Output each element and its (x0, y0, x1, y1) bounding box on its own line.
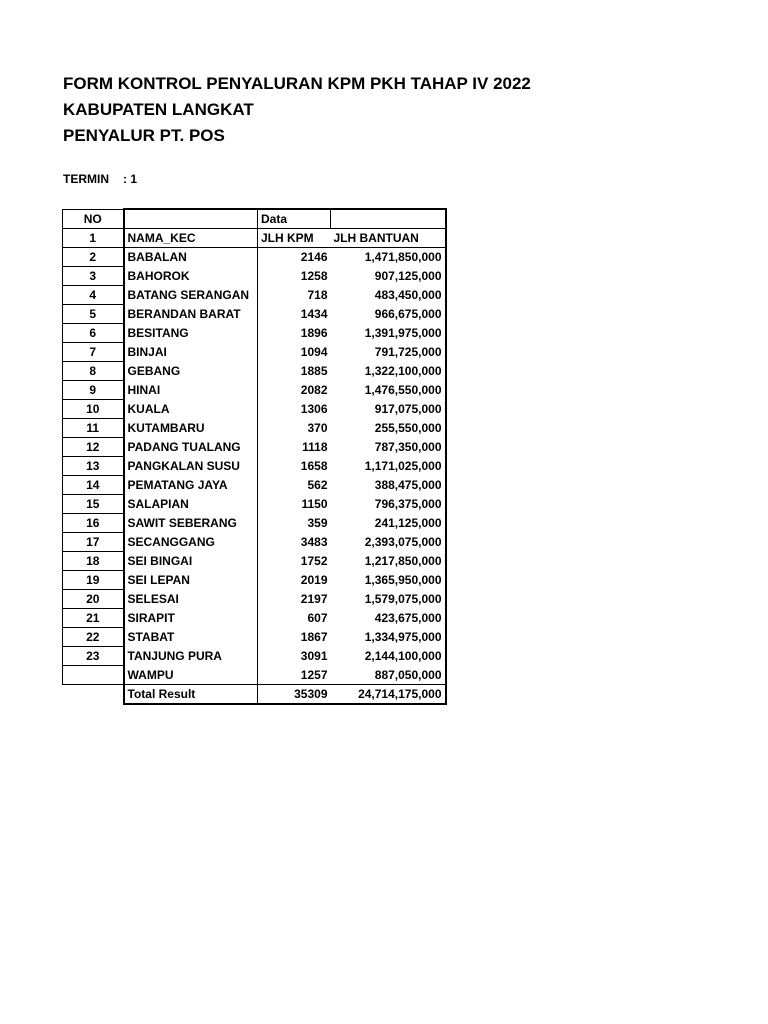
jlh-kpm-value: 607 (258, 609, 331, 628)
table-row (63, 286, 446, 305)
jlh-kpm-value: 1896 (258, 324, 331, 343)
jlh-kpm-value: 1150 (258, 495, 331, 514)
jlh-bantuan-value: 1,476,550,000 (331, 381, 446, 400)
jlh-bantuan-value: 255,550,000 (331, 419, 446, 438)
row-number: 4 (63, 286, 124, 305)
row-number: 16 (63, 514, 124, 533)
kecamatan-name: SALAPIAN (124, 495, 258, 514)
jlh-kpm-value: 1434 (258, 305, 331, 324)
jlh-bantuan-value: 791,725,000 (331, 343, 446, 362)
table-row (63, 343, 446, 362)
row-number: 23 (63, 647, 124, 666)
kecamatan-name: BAHOROK (124, 267, 258, 286)
kecamatan-name: GEBANG (124, 362, 258, 381)
kecamatan-name: PANGKALAN SUSU (124, 457, 258, 476)
table-row (63, 362, 446, 381)
jlh-bantuan-value: 796,375,000 (331, 495, 446, 514)
jlh-bantuan-value: 1,217,850,000 (331, 552, 446, 571)
total-row (63, 684, 446, 704)
total-kpm: 35309 (258, 684, 331, 704)
jlh-bantuan-value: 1,322,100,000 (331, 362, 446, 381)
termin-value: : 1 (123, 172, 138, 186)
jlh-bantuan-value: 887,050,000 (331, 666, 446, 685)
no-header: NO (63, 209, 124, 229)
kecamatan-name: PEMATANG JAYA (124, 476, 258, 495)
kecamatan-name: BATANG SERANGAN (124, 286, 258, 305)
jlh-kpm-value: 1306 (258, 400, 331, 419)
nama-kec-header: NAMA_KEC (124, 229, 258, 248)
table-row (63, 514, 446, 533)
total-blank-cell (63, 684, 124, 704)
kecamatan-name: SAWIT SEBERANG (124, 514, 258, 533)
jlh-kpm-value: 2019 (258, 571, 331, 590)
row-number: 10 (63, 400, 124, 419)
row-number: 5 (63, 305, 124, 324)
row-number: 1 (63, 229, 124, 248)
row-number: 12 (63, 438, 124, 457)
row-number: 20 (63, 590, 124, 609)
termin-label: TERMIN (63, 172, 109, 186)
row-number (63, 666, 124, 685)
row-number: 18 (63, 552, 124, 571)
jlh-kpm-header: JLH KPM (258, 229, 331, 248)
jlh-kpm-value: 3483 (258, 533, 331, 552)
jlh-bantuan-value: 483,450,000 (331, 286, 446, 305)
jlh-bantuan-value: 907,125,000 (331, 267, 446, 286)
table-row (63, 552, 446, 571)
kecamatan-name: SEI LEPAN (124, 571, 258, 590)
table-row (63, 400, 446, 419)
jlh-kpm-value: 1094 (258, 343, 331, 362)
jlh-bantuan-value: 423,675,000 (331, 609, 446, 628)
jlh-bantuan-value: 388,475,000 (331, 476, 446, 495)
total-label: Total Result (124, 684, 258, 704)
jlh-bantuan-value: 1,391,975,000 (331, 324, 446, 343)
kecamatan-name: TANJUNG PURA (124, 647, 258, 666)
table-row (63, 438, 446, 457)
document-title-block (63, 71, 531, 149)
kecamatan-name: STABAT (124, 628, 258, 647)
jlh-bantuan-value: 2,393,075,000 (331, 533, 446, 552)
row-number: 9 (63, 381, 124, 400)
termin-line (63, 172, 137, 186)
jlh-kpm-value: 1867 (258, 628, 331, 647)
row-number: 21 (63, 609, 124, 628)
table-row (63, 495, 446, 514)
header-blank-cell (124, 209, 258, 229)
table-row (63, 305, 446, 324)
jlh-bantuan-value: 241,125,000 (331, 514, 446, 533)
table-row (63, 666, 446, 685)
jlh-kpm-value: 1118 (258, 438, 331, 457)
jlh-bantuan-value: 1,171,025,000 (331, 457, 446, 476)
kecamatan-name: BINJAI (124, 343, 258, 362)
column-header-row (63, 229, 446, 248)
kecamatan-name: SECANGGANG (124, 533, 258, 552)
total-bantuan: 24,714,175,000 (331, 684, 446, 704)
table-body (63, 209, 446, 704)
header-blank-cell (331, 209, 446, 229)
row-number: 11 (63, 419, 124, 438)
kecamatan-name: PADANG TUALANG (124, 438, 258, 457)
kecamatan-name: SIRAPIT (124, 609, 258, 628)
table-row (63, 324, 446, 343)
kecamatan-name: WAMPU (124, 666, 258, 685)
table-row (63, 647, 446, 666)
table-row (63, 571, 446, 590)
jlh-bantuan-header: JLH BANTUAN (331, 229, 446, 248)
table-row (63, 381, 446, 400)
kecamatan-name: BERANDAN BARAT (124, 305, 258, 324)
jlh-bantuan-value: 2,144,100,000 (331, 647, 446, 666)
table-row (63, 457, 446, 476)
table-row (63, 267, 446, 286)
table-row (63, 590, 446, 609)
kecamatan-name: SEI BINGAI (124, 552, 258, 571)
row-number: 8 (63, 362, 124, 381)
row-number: 3 (63, 267, 124, 286)
jlh-kpm-value: 562 (258, 476, 331, 495)
kecamatan-name: KUTAMBARU (124, 419, 258, 438)
row-number: 13 (63, 457, 124, 476)
kecamatan-name: SELESAI (124, 590, 258, 609)
jlh-kpm-value: 2197 (258, 590, 331, 609)
row-number: 6 (63, 324, 124, 343)
jlh-kpm-value: 1257 (258, 666, 331, 685)
jlh-kpm-value: 1752 (258, 552, 331, 571)
table-row (63, 419, 446, 438)
jlh-kpm-value: 1885 (258, 362, 331, 381)
row-number: 7 (63, 343, 124, 362)
table-header-row (63, 209, 446, 229)
row-number: 2 (63, 248, 124, 267)
kecamatan-name: BESITANG (124, 324, 258, 343)
distributor-title: PENYALUR PT. POS (63, 126, 225, 145)
jlh-kpm-value: 2146 (258, 248, 331, 267)
row-number: 17 (63, 533, 124, 552)
row-number: 15 (63, 495, 124, 514)
distribution-table (62, 208, 447, 705)
jlh-bantuan-value: 966,675,000 (331, 305, 446, 324)
row-number: 19 (63, 571, 124, 590)
jlh-kpm-value: 2082 (258, 381, 331, 400)
jlh-bantuan-value: 1,365,950,000 (331, 571, 446, 590)
jlh-kpm-value: 370 (258, 419, 331, 438)
row-number: 14 (63, 476, 124, 495)
kecamatan-name: BABALAN (124, 248, 258, 267)
jlh-kpm-value: 3091 (258, 647, 331, 666)
jlh-bantuan-value: 1,579,075,000 (331, 590, 446, 609)
row-number: 22 (63, 628, 124, 647)
jlh-kpm-value: 359 (258, 514, 331, 533)
kecamatan-name: HINAI (124, 381, 258, 400)
table-row (63, 628, 446, 647)
jlh-kpm-value: 718 (258, 286, 331, 305)
jlh-kpm-value: 1658 (258, 457, 331, 476)
jlh-bantuan-value: 1,471,850,000 (331, 248, 446, 267)
jlh-bantuan-value: 787,350,000 (331, 438, 446, 457)
jlh-bantuan-value: 1,334,975,000 (331, 628, 446, 647)
regency-title: KABUPATEN LANGKAT (63, 100, 254, 119)
table-row (63, 609, 446, 628)
table-row (63, 533, 446, 552)
kecamatan-name: KUALA (124, 400, 258, 419)
data-header: Data (258, 209, 331, 229)
jlh-bantuan-value: 917,075,000 (331, 400, 446, 419)
form-title: FORM KONTROL PENYALURAN KPM PKH TAHAP IV 2022 (63, 74, 531, 93)
jlh-kpm-value: 1258 (258, 267, 331, 286)
table-row (63, 248, 446, 267)
table-row (63, 476, 446, 495)
